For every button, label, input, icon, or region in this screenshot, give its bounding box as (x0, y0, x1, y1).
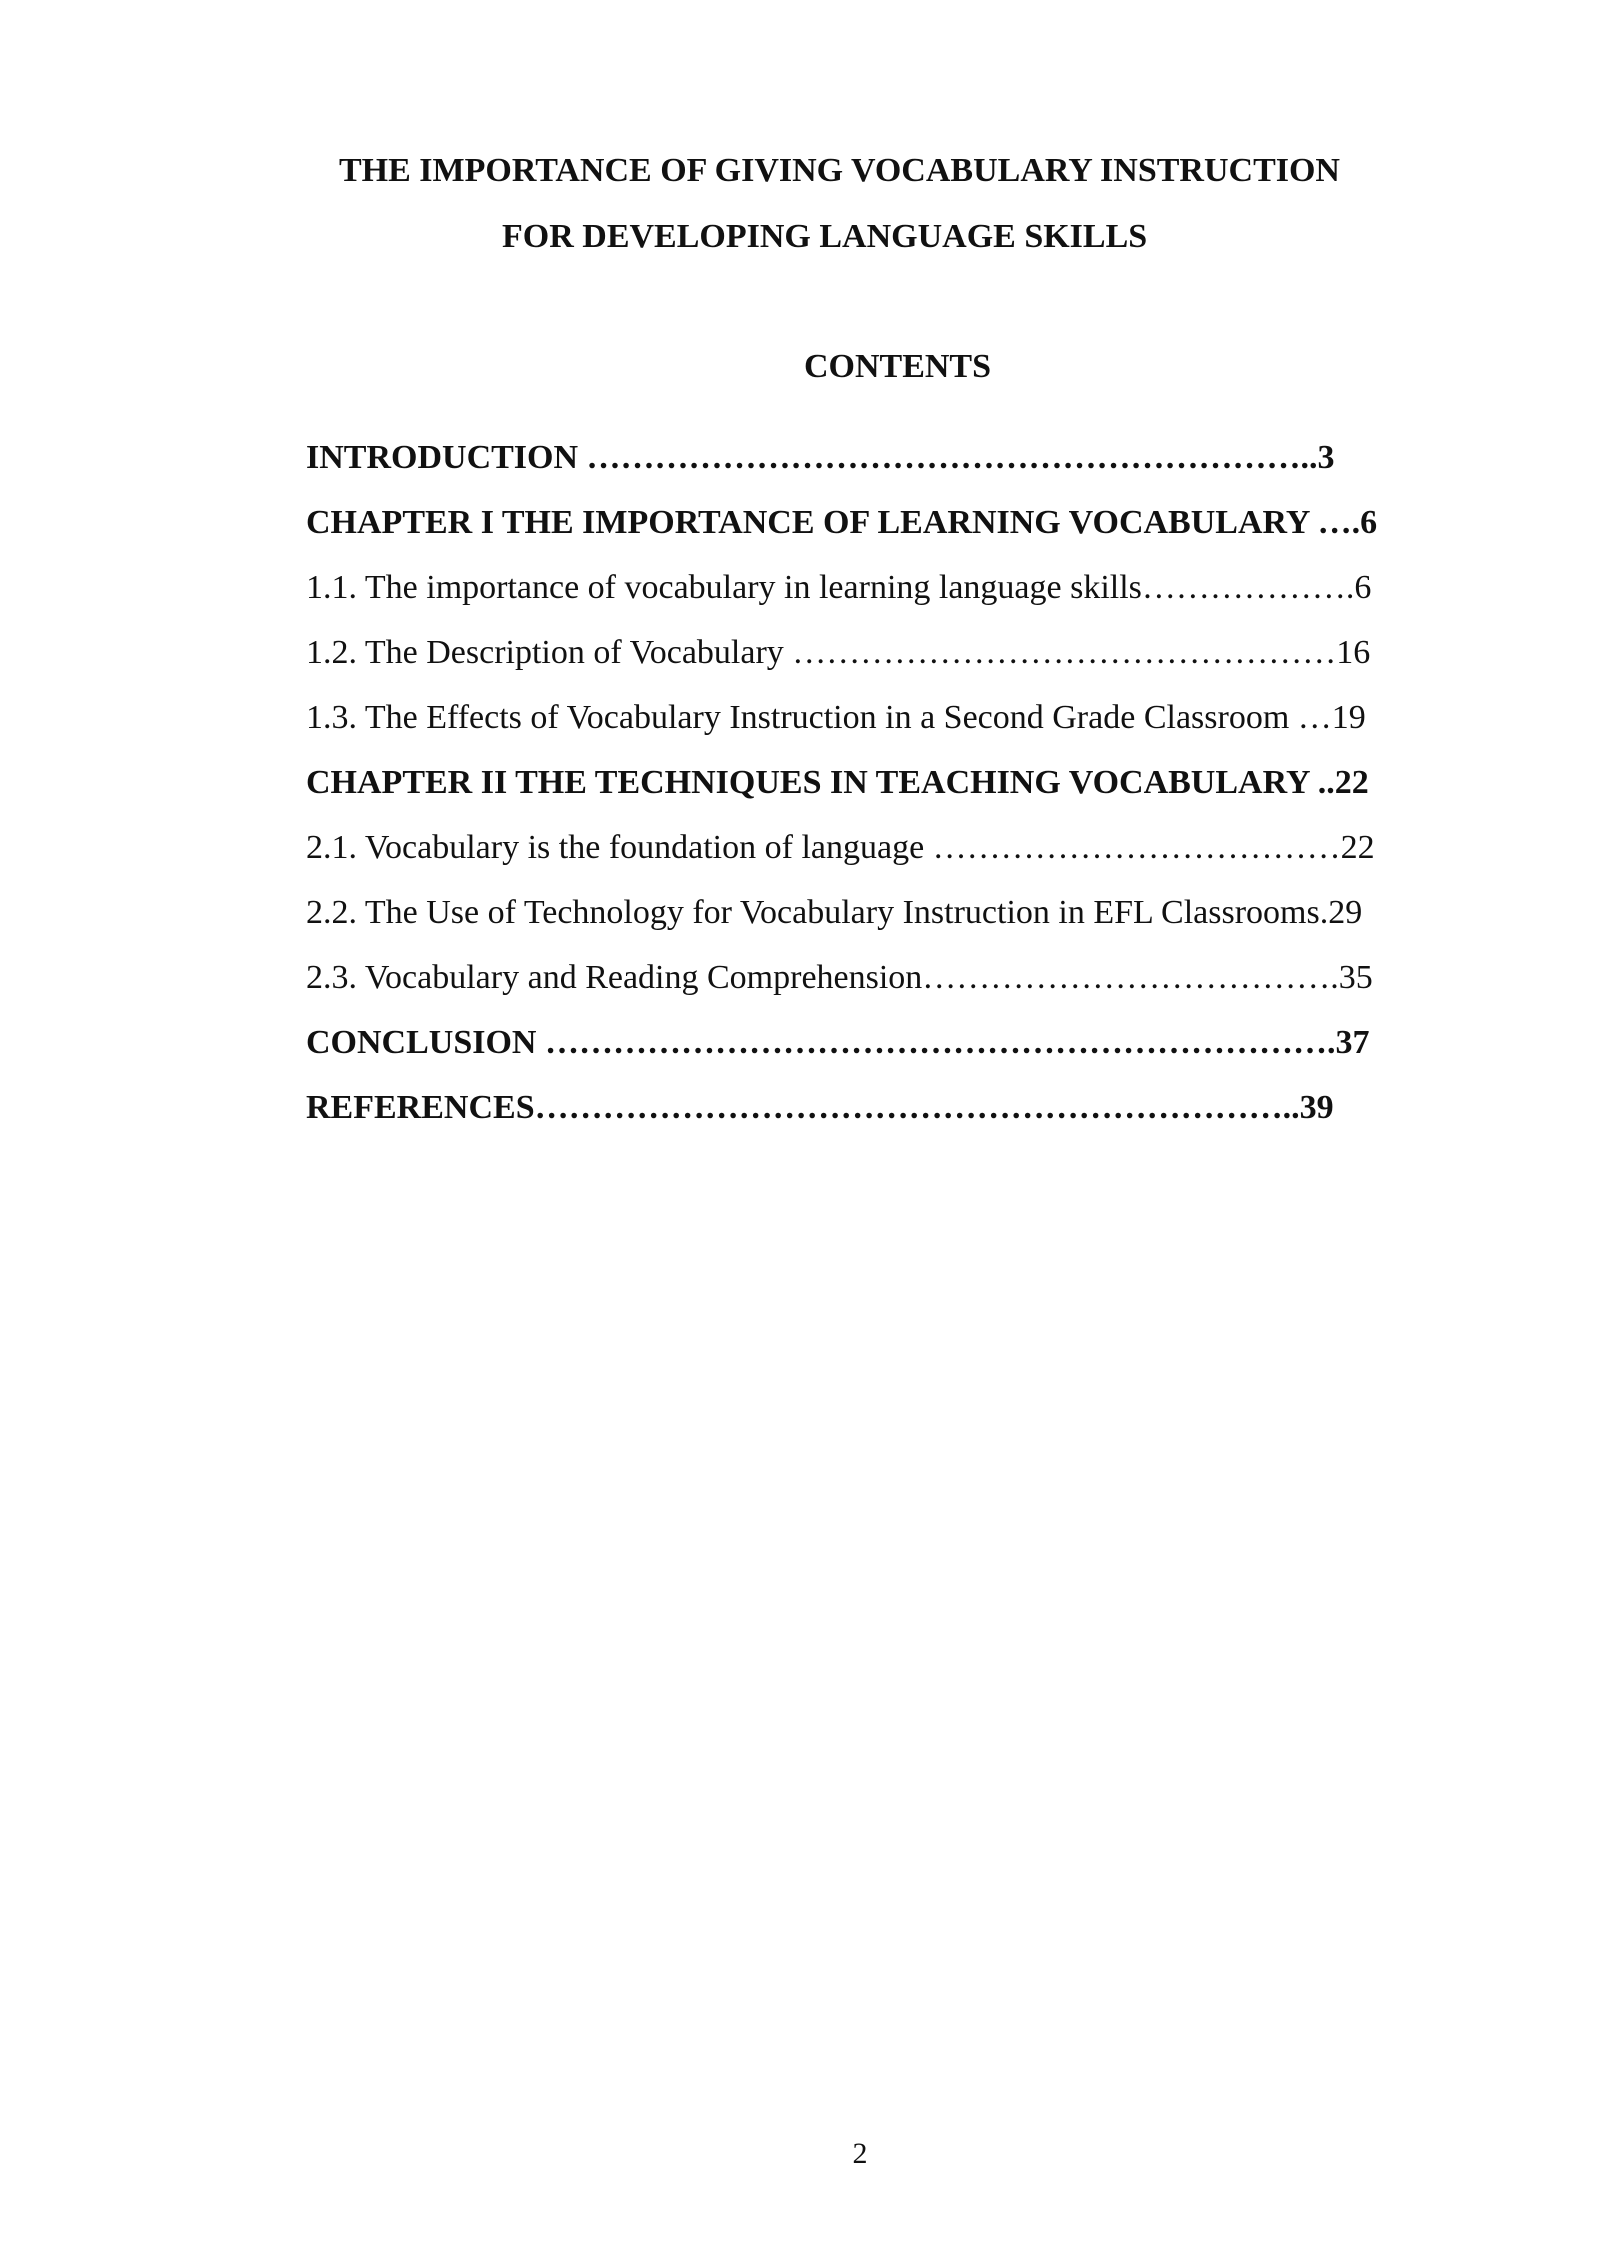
page-number: 2 (852, 2137, 868, 2170)
toc-entry: 1.2. The Description of Vocabulary …………………………………………16 (306, 634, 1371, 671)
toc-entry: 2.2. The Use of Technology for Vocabulary Instruction in EFL Classrooms.29 (306, 894, 1363, 931)
contents-heading: CONTENTS (803, 348, 992, 385)
toc-entry: CHAPTER I THE IMPORTANCE OF LEARNING VOCABULARY ….6 (306, 504, 1378, 541)
toc-entry: 1.3. The Effects of Vocabulary Instruction in a Second Grade Classroom …19 (306, 699, 1366, 736)
document-title-line-1: THE IMPORTANCE OF GIVING VOCABULARY INSTRUCTION (339, 152, 1340, 189)
table-of-contents (306, 434, 1490, 1149)
document-title-line-2: FOR DEVELOPING LANGUAGE SKILLS (502, 218, 1148, 255)
toc-entry: 2.3. Vocabulary and Reading Comprehension……………………………….35 (306, 959, 1373, 996)
toc-entry: 2.1. Vocabulary is the foundation of language ………………………………22 (306, 829, 1375, 866)
toc-entry: CONCLUSION …………………………………………………………….37 (306, 1024, 1370, 1061)
toc-entry: INTRODUCTION ………………………………………………………..3 (306, 439, 1335, 476)
toc-entry: 1.1. The importance of vocabulary in learning language skills……………….6 (306, 569, 1372, 606)
toc-entry: REFERENCES…………………………………………………………..39 (306, 1089, 1334, 1126)
toc-entry: CHAPTER II THE TECHNIQUES IN TEACHING VOCABULARY ..22 (306, 764, 1369, 801)
